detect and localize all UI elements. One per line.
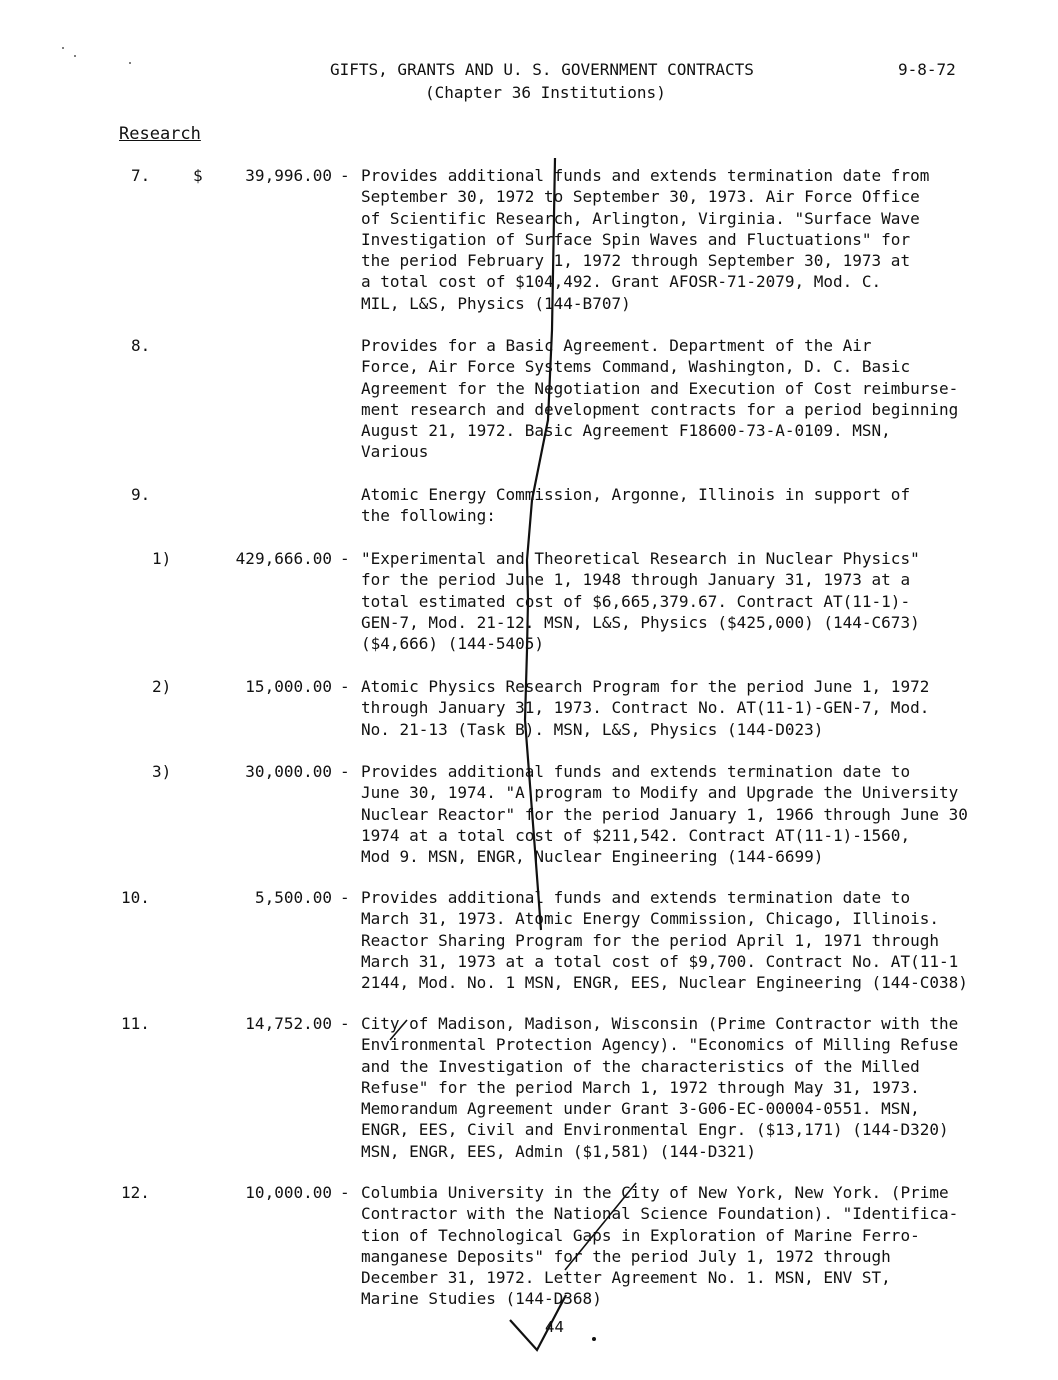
entry-amount: 10,000.00: [245, 1183, 332, 1202]
speck: [592, 1337, 596, 1341]
document-title: GIFTS, GRANTS AND U. S. GOVERNMENT CONTRACTS: [330, 60, 754, 79]
entry-number: 1): [152, 549, 172, 568]
description-line: Provides additional funds and extends termination date to: [361, 762, 911, 781]
entry-number: 9.: [131, 485, 151, 504]
description-line: through January 31, 1973. Contract No. AT(11-1)-GEN-7, Mod.: [361, 698, 930, 718]
speck: [74, 55, 76, 57]
entry-dash: -: [340, 166, 350, 185]
description-line: "Experimental and Theoretical Research in Nuclear Physics": [361, 549, 920, 568]
description-line: Marine Studies (144-D368): [361, 1289, 602, 1309]
description-line: September 30, 1972 to September 30, 1973. Air Force Office: [361, 187, 920, 207]
description-line: 1974 at a total cost of $211,542. Contract AT(11-1)-1560,: [361, 825, 911, 845]
description-line: ($4,666) (144-5405): [361, 634, 545, 654]
description-line: Provides for a Basic Agreement. Department of the Air: [361, 336, 872, 355]
entry-number: 12.: [121, 1183, 150, 1202]
entry-description: [361, 676, 1051, 740]
entry-number: 7.: [131, 166, 151, 185]
description-line: the following:: [361, 506, 496, 526]
page-number: 44: [545, 1318, 565, 1336]
description-line: and the Investigation of the characteristics of the Milled: [361, 1056, 920, 1076]
description-line: for the period June 1, 1948 through January 31, 1973 at a: [361, 570, 911, 590]
entry-number: 2): [152, 677, 172, 696]
entry-dash: -: [340, 1183, 350, 1202]
description-line: Agreement for the Negotiation and Execution of Cost reimburse-: [361, 378, 959, 398]
entry-description: [361, 887, 1051, 993]
entry-description: [361, 1182, 1051, 1310]
entry-description: [361, 335, 1051, 463]
entry-amount: 30,000.00: [245, 762, 332, 781]
description-line: Provides additional funds and extends termination date to: [361, 888, 911, 907]
description-line: MIL, L&S, Physics (144-B707): [361, 293, 631, 313]
description-line: Nuclear Reactor" for the period January 1, 1966 through June 30: [361, 804, 968, 824]
description-line: City of Madison, Madison, Wisconsin (Prime Contractor with the: [361, 1014, 959, 1033]
description-line: Atomic Physics Research Program for the period June 1, 1972: [361, 677, 930, 696]
dollar-sign: $: [193, 166, 203, 185]
description-line: manganese Deposits" for the period July 1, 1972 through: [361, 1246, 891, 1266]
description-line: a total cost of $104,492. Grant AFOSR-71-2079, Mod. C.: [361, 272, 882, 292]
entry-description: [361, 484, 1051, 527]
description-line: Force, Air Force Systems Command, Washington, D. C. Basic: [361, 357, 911, 377]
entry-dash: -: [340, 762, 350, 781]
entry-amount: 5,500.00: [254, 888, 332, 907]
description-line: MSN, ENGR, EES, Admin ($1,581) (144-D321): [361, 1141, 756, 1161]
description-line: ment research and development contracts for a period beginning: [361, 399, 959, 419]
document-date: 9-8-72: [898, 60, 956, 79]
entry-dash: -: [340, 549, 350, 568]
description-line: Atomic Energy Commission, Argonne, Illinois in support of: [361, 485, 911, 504]
description-line: Columbia University in the City of New York, New York. (Prime: [361, 1183, 949, 1202]
description-line: of Scientific Research, Arlington, Virginia. "Surface Wave: [361, 208, 920, 228]
entry-amount: 429,666.00: [235, 549, 332, 568]
description-line: December 31, 1972. Letter Agreement No. 1. MSN, ENV ST,: [361, 1268, 891, 1288]
description-line: August 21, 1972. Basic Agreement F18600-73-A-0109. MSN,: [361, 421, 891, 441]
description-line: Provides additional funds and extends termination date from: [361, 166, 930, 185]
description-line: the period February 1, 1972 through September 30, 1973 at: [361, 251, 911, 271]
description-line: Refuse" for the period March 1, 1972 through May 31, 1973.: [361, 1077, 920, 1097]
description-line: tion of Technological Gaps in Exploration of Marine Ferro-: [361, 1225, 920, 1245]
entry-number: 3): [152, 762, 172, 781]
description-line: No. 21-13 (Task B). MSN, L&S, Physics (144-D023): [361, 719, 824, 739]
description-line: Various: [361, 442, 429, 462]
description-line: total estimated cost of $6,665,379.67. Contract AT(11-1)-: [361, 591, 911, 611]
entry-number: 10.: [121, 888, 150, 907]
entry-amount: 14,752.00: [245, 1014, 332, 1033]
description-line: 2144, Mod. No. 1 MSN, ENGR, EES, Nuclear Engineering (144-C038): [361, 973, 968, 993]
description-line: June 30, 1974. "A program to Modify and Upgrade the University: [361, 783, 959, 803]
description-line: March 31, 1973 at a total cost of $9,700. Contract No. AT(11-1: [361, 951, 959, 971]
description-line: Investigation of Surface Spin Waves and Fluctuations" for: [361, 229, 911, 249]
entry-description: [361, 761, 1051, 867]
section-heading: Research: [119, 124, 201, 144]
document-subtitle: (Chapter 36 Institutions): [425, 83, 666, 102]
description-line: March 31, 1973. Atomic Energy Commission, Chicago, Illinois.: [361, 909, 939, 929]
entry-dash: -: [340, 1014, 350, 1033]
entry-amount: 39,996.00: [245, 166, 332, 185]
entry-description: [361, 1013, 1051, 1162]
description-line: Mod 9. MSN, ENGR, Nuclear Engineering (144-6699): [361, 847, 824, 867]
entry-number: 8.: [131, 336, 151, 355]
description-line: ENGR, EES, Civil and Environmental Engr. ($13,171) (144-D320): [361, 1120, 949, 1140]
entry-number: 11.: [121, 1014, 150, 1033]
description-line: Contractor with the National Science Foundation). "Identifica-: [361, 1204, 959, 1224]
description-line: Environmental Protection Agency). "Economics of Milling Refuse: [361, 1035, 959, 1055]
description-line: Reactor Sharing Program for the period April 1, 1971 through: [361, 930, 939, 950]
speck: [62, 47, 64, 49]
entry-amount: 15,000.00: [245, 677, 332, 696]
speck: [129, 62, 131, 64]
entry-description: [361, 548, 1051, 654]
entry-dash: -: [340, 677, 350, 696]
description-line: Memorandum Agreement under Grant 3-G06-EC-00004-0551. MSN,: [361, 1099, 920, 1119]
entry-description: [361, 165, 1051, 314]
description-line: GEN-7, Mod. 21-12. MSN, L&S, Physics ($425,000) (144-C673): [361, 612, 920, 632]
entry-dash: -: [340, 888, 350, 907]
